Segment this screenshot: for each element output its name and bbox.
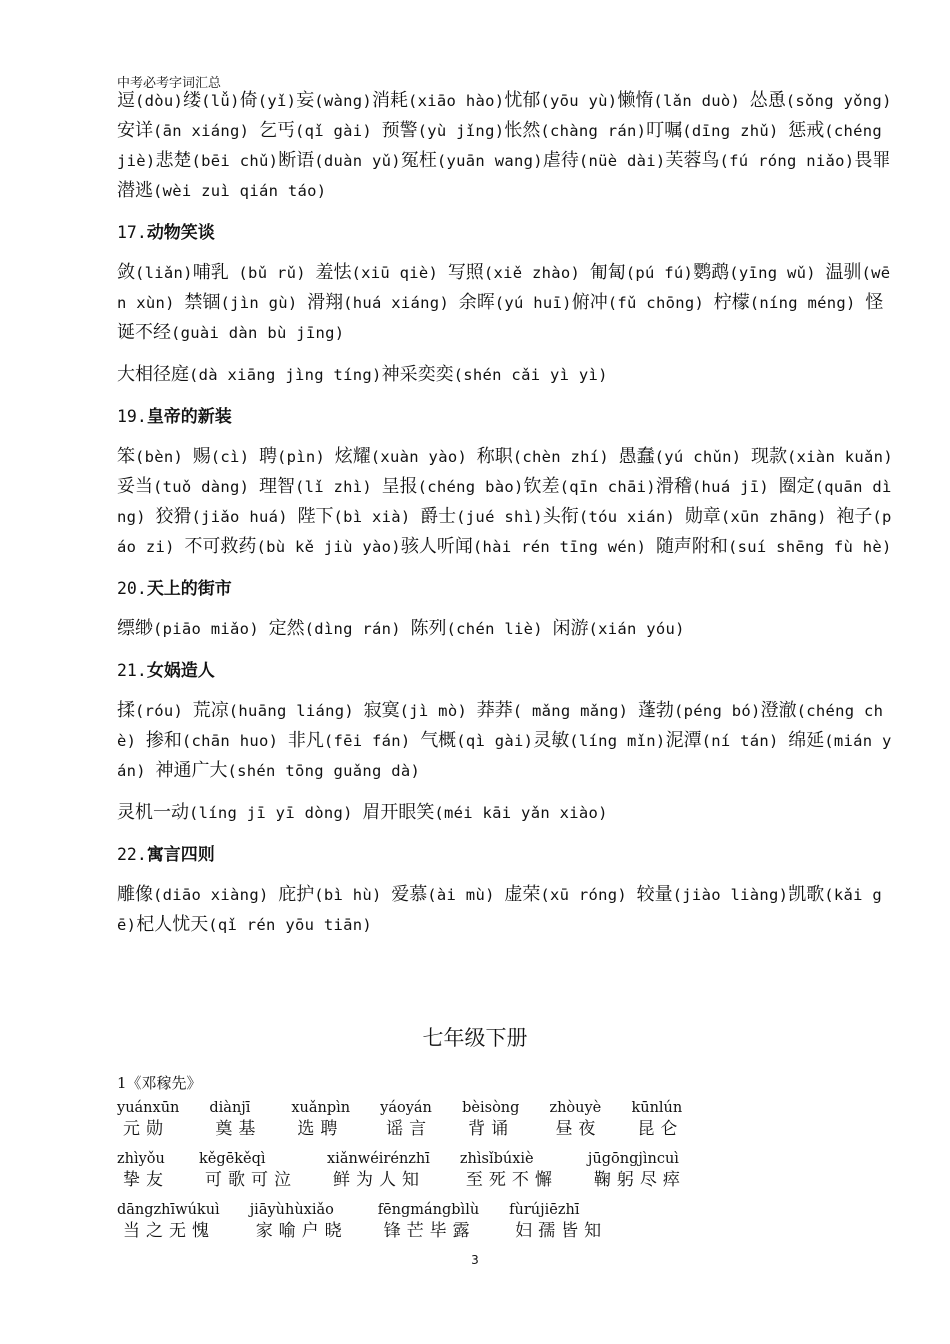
- vocab-pinyin: (qīn chāi): [559, 478, 656, 496]
- lesson-number: 17.: [117, 223, 147, 242]
- vocab-pinyin: (xiāo hào): [408, 92, 505, 110]
- lesson-heading-title: 寓言四则: [146, 845, 215, 865]
- grid-hanzi: 元勋: [123, 1119, 169, 1139]
- vocab-pinyin: (xūn zhāng): [720, 508, 837, 526]
- vocab-word: 鹦鹉: [693, 262, 730, 283]
- vocab-word: 余晖: [458, 292, 495, 313]
- grid-hanzi: 选聘: [297, 1119, 344, 1139]
- grid-pinyin: zhìsǐbúxiè: [459, 1151, 534, 1167]
- grid-pinyin: yáoyán: [380, 1100, 432, 1116]
- grid-hanzi: 当之无愧: [123, 1221, 215, 1241]
- vocab-word: 缥缈: [117, 618, 153, 639]
- vocab-pinyin: (yú huī): [494, 294, 572, 312]
- grid-pinyin: xiǎnwéirénzhī: [327, 1151, 430, 1167]
- vocab-word: 非凡: [287, 730, 324, 751]
- grid-cell: [250, 1200, 348, 1242]
- grid-cell: [380, 1098, 432, 1140]
- grid-cell: [549, 1098, 601, 1140]
- vocab-word: 随声附和: [655, 536, 728, 557]
- vocab-word: 闲游: [552, 618, 589, 639]
- vocab-word: 爵士: [420, 506, 457, 527]
- vocab-pinyin: (chān huo): [181, 732, 288, 750]
- vocabulary-content: [117, 86, 897, 940]
- vocab-word: 眉开眼笑: [362, 802, 435, 823]
- vocab-word: 炫耀: [334, 446, 371, 467]
- vocab-pinyin: (guài dàn bù jīng): [171, 324, 345, 342]
- vocab-word: 凯歌: [788, 884, 825, 905]
- vocab-word: 忧郁: [504, 90, 541, 111]
- vocab-word: 倚: [239, 90, 258, 111]
- grid-row: [117, 1098, 716, 1140]
- vocab-pinyin: (chéng jiè): [117, 122, 883, 170]
- grid-hanzi: 鲜为人知: [333, 1170, 425, 1190]
- vocab-word: 怪诞不经: [117, 292, 884, 343]
- vocab-word: 灵机一动: [117, 802, 189, 823]
- vocab-pinyin: (jiǎo huá): [191, 508, 298, 526]
- vocab-pinyin: (bèn): [135, 448, 193, 466]
- grid-cell: [117, 1149, 169, 1191]
- vocab-word: 蓬勃: [637, 700, 674, 721]
- vocab-pinyin: (nüè dài): [578, 152, 666, 170]
- vocab-pinyin: (huāng liáng): [228, 702, 364, 720]
- vocab-word: 神采奕奕: [381, 364, 454, 385]
- grid-hanzi: 挚友: [123, 1170, 169, 1190]
- vocab-word: 理智: [258, 476, 295, 497]
- vocab-word: 敛: [117, 262, 135, 283]
- vocab-word: 悲楚: [155, 150, 192, 171]
- vocab-word: 妄: [296, 90, 315, 111]
- vocab-word: 羞怯: [315, 262, 352, 283]
- vocab-paragraph: [117, 360, 897, 390]
- vocab-word: 愚蠢: [618, 446, 655, 467]
- vocab-word: 揉: [117, 700, 135, 721]
- vocab-pinyin: (yù jǐng): [417, 122, 505, 140]
- vocab-pinyin: (yōu yù): [540, 92, 618, 110]
- vocab-word: 灵敏: [533, 730, 570, 751]
- vocab-pinyin: (chén liè): [446, 620, 553, 638]
- vocab-pinyin: (kǎi gē): [117, 886, 883, 934]
- vocab-pinyin: (xū róng): [540, 886, 637, 904]
- vocab-pinyin: (fú róng niǎo): [719, 152, 855, 170]
- vocab-pinyin: (chéng bào): [417, 478, 524, 496]
- vocab-pinyin: (lǚ): [201, 92, 240, 110]
- vocab-word: 头衔: [542, 506, 579, 527]
- vocab-pinyin: (qì gài): [456, 732, 534, 750]
- grid-pinyin: dāngzhīwúkuì: [117, 1202, 220, 1218]
- vocab-word: 乞丐: [258, 120, 295, 141]
- grid-cell: [378, 1200, 479, 1242]
- vocab-pinyin: (ài mù): [427, 886, 505, 904]
- vocab-pinyin: (bēi chǔ): [191, 152, 279, 170]
- vocab-pinyin: (xiě zhào): [483, 264, 590, 282]
- vocab-word: 雕像: [117, 884, 153, 905]
- vocab-paragraph: [117, 86, 897, 206]
- vocab-word: 写照: [447, 262, 484, 283]
- vocab-pinyin: (líng jī yī dòng): [189, 804, 363, 822]
- vocab-word: 狡猾: [155, 506, 192, 527]
- grid-hanzi: 昆仑: [637, 1119, 684, 1139]
- grid-pinyin: jiāyùhùxiǎo: [249, 1202, 334, 1218]
- vocab-pinyin: (sǒng yǒng): [785, 92, 892, 110]
- grid-pinyin: xuǎnpìn: [291, 1100, 351, 1116]
- vocab-pinyin: (chàng rán): [540, 122, 647, 140]
- vocab-pinyin: (wèi zuì qián táo): [153, 182, 327, 200]
- vocab-word: 惩戒: [788, 120, 825, 141]
- vocab-word: 庇护: [278, 884, 315, 905]
- vocab-word: 袍子: [836, 506, 873, 527]
- lesson-heading-title: 天上的街市: [146, 579, 232, 599]
- vocab-pinyin: (xiū qiè): [351, 264, 448, 282]
- vocab-pinyin: (dà xiāng jìng tíng): [189, 366, 382, 384]
- vocab-pinyin: (páo zi): [117, 508, 892, 556]
- grid-pinyin: fùrújiēzhī: [509, 1202, 580, 1218]
- vocab-pinyin: (lǐ zhì): [294, 478, 382, 496]
- vocab-word: 逗: [117, 90, 135, 111]
- grid-hanzi: 至死不懈: [465, 1170, 558, 1190]
- vocab-pinyin: (yú chǔn): [654, 448, 751, 466]
- vocab-word: 滑翔: [307, 292, 344, 313]
- lesson-number: 22.: [117, 845, 147, 864]
- vocab-paragraph: [117, 442, 897, 562]
- vocab-paragraph: [117, 258, 897, 348]
- vocab-paragraph: [117, 798, 897, 828]
- vocab-pinyin: (chèn zhí): [512, 448, 619, 466]
- lesson-heading: [117, 402, 897, 432]
- vocab-pinyin: (lǎn duò): [653, 92, 750, 110]
- vocab-pinyin: (quān dìng): [117, 478, 892, 526]
- vocab-paragraph: [117, 696, 897, 786]
- vocab-pinyin: (jìn gù): [220, 294, 308, 312]
- lesson-title: 1《邓稼先》: [117, 1074, 202, 1092]
- vocab-word: 懒惰: [617, 90, 654, 111]
- vocab-word: 莽莽: [476, 700, 513, 721]
- grid-pinyin: zhìyǒu: [117, 1151, 165, 1167]
- vocab-word: 笨: [117, 446, 135, 467]
- vocab-word: 陛下: [297, 506, 334, 527]
- vocab-pinyin: (xuàn yào): [370, 448, 477, 466]
- grid-cell: [209, 1098, 261, 1140]
- vocab-pinyin: (pú fú): [625, 264, 694, 282]
- grid-cell: [327, 1149, 430, 1191]
- vocab-paragraph: [117, 880, 897, 940]
- vocab-pinyin: (huá jī): [691, 478, 779, 496]
- vocab-pinyin: (yuān wang): [436, 152, 543, 170]
- vocab-word: 荒凉: [192, 700, 229, 721]
- grid-cell: [291, 1098, 350, 1140]
- vocab-word: 不可救药: [184, 536, 257, 557]
- lesson-heading: [117, 840, 897, 870]
- vocab-pinyin: (ní tán): [701, 732, 789, 750]
- vocab-word: 怅然: [504, 120, 541, 141]
- vocab-pinyin: (yǐ): [257, 92, 297, 110]
- vocab-word: 聘: [258, 446, 277, 467]
- lesson-heading: [117, 574, 897, 604]
- lesson-heading-title: 皇帝的新装: [146, 407, 232, 427]
- grid-cell: [199, 1149, 297, 1191]
- grid-pinyin: diànjī: [209, 1100, 251, 1116]
- vocab-pinyin: (ān xiáng): [153, 122, 259, 140]
- vocab-word: 叮嘱: [646, 120, 683, 141]
- page-header: 中考必考字词汇总: [117, 76, 222, 91]
- vocab-word: 断语: [278, 150, 315, 171]
- vocab-word: 掺和: [145, 730, 182, 751]
- lesson-number: 20.: [117, 579, 147, 598]
- vocab-pinyin: (hài rén tīng wén): [472, 538, 656, 556]
- vocab-pinyin: (jì mò): [399, 702, 477, 720]
- vocab-pinyin: (róu): [135, 702, 193, 720]
- vocab-word: 勋章: [684, 506, 721, 527]
- vocab-pinyin: (níng méng): [749, 294, 866, 312]
- vocab-pinyin: (huá xiáng): [343, 294, 459, 312]
- vocab-pinyin: (bì hù): [314, 886, 392, 904]
- vocab-pinyin: (fǔ chōng): [607, 294, 714, 312]
- vocab-word: 杞人忧天: [136, 914, 209, 935]
- grid-cell: [588, 1149, 686, 1191]
- vocab-word: 禁锢: [184, 292, 221, 313]
- grid-hanzi: 昼夜: [555, 1119, 602, 1139]
- vocab-pinyin: (xiàn kuǎn): [787, 448, 893, 466]
- vocab-word: 钦差: [523, 476, 560, 497]
- vocab-word: 预警: [381, 120, 418, 141]
- vocab-pinyin: (mián yán): [117, 732, 892, 780]
- vocab-pinyin: (shén cǎi yì yì): [453, 366, 608, 384]
- vocab-word: 匍匐: [589, 262, 626, 283]
- vocab-pinyin: (bù kě jiù yào): [256, 538, 401, 556]
- vocab-pinyin: (pìn): [276, 448, 335, 466]
- lesson-heading-title: 女娲造人: [146, 661, 215, 681]
- vocab-word: 芙蓉鸟: [665, 150, 720, 171]
- vocab-paragraph: [117, 614, 897, 644]
- grid-pinyin: yuánxūn: [117, 1100, 180, 1116]
- grid-hanzi: 可歌可泣: [205, 1170, 297, 1190]
- vocab-pinyin: (chéng chè): [117, 702, 884, 750]
- grid-pinyin: kūnlún: [631, 1100, 683, 1116]
- vocab-word: 定然: [268, 618, 305, 639]
- grid-cell: [117, 1200, 220, 1242]
- lesson-heading: [117, 656, 897, 686]
- grid-pinyin: jūgōngjìncuì: [587, 1151, 679, 1167]
- vocab-pinyin: (líng mǐn): [569, 732, 666, 750]
- vocab-word: 大相径庭: [117, 364, 189, 385]
- lesson-number: 19.: [117, 407, 147, 426]
- vocab-word: 称职: [476, 446, 513, 467]
- grid-cell: [631, 1098, 683, 1140]
- vocab-word: 畏罪潜逃: [117, 150, 891, 201]
- grid-pinyin: kěgēkěqì: [199, 1151, 266, 1167]
- vocab-pinyin: (duàn yǔ): [314, 152, 401, 170]
- vocab-pinyin: (xián yóu): [588, 620, 685, 638]
- vocab-word: 俯冲: [571, 292, 608, 313]
- vocab-word: 虐待: [542, 150, 579, 171]
- vocab-word: 虚荣: [504, 884, 541, 905]
- vocab-word: 较量: [636, 884, 673, 905]
- vocab-word: 圈定: [778, 476, 815, 497]
- grid-cell: [462, 1098, 519, 1140]
- vocab-pinyin: (cì): [210, 448, 259, 466]
- vocab-pinyin: (bǔ rǔ): [228, 264, 316, 282]
- vocab-word: 消耗: [372, 90, 409, 111]
- vocab-pinyin: (bì xià): [333, 508, 421, 526]
- vocab-word: 哺乳: [192, 262, 229, 283]
- vocab-word: 安详: [117, 120, 153, 141]
- vocab-word: 呈报: [381, 476, 418, 497]
- grid-row: [117, 1149, 716, 1191]
- vocab-pinyin: (méi kāi yǎn xiào): [434, 804, 608, 822]
- grid-cell: [460, 1149, 558, 1191]
- vocab-pinyin: (dīng zhǔ): [682, 122, 789, 140]
- vocab-pinyin: (piāo miǎo): [153, 620, 269, 638]
- vocab-word: 绵延: [788, 730, 825, 751]
- vocab-word: 缕: [183, 90, 202, 111]
- vocab-pinyin: (dìng rán): [304, 620, 411, 638]
- vocab-pinyin: ( mǎng mǎng): [512, 702, 638, 720]
- vocab-word: 现款: [751, 446, 787, 467]
- vocab-pinyin: (tuǒ dàng): [153, 478, 259, 496]
- vocab-pinyin: (wēn xùn): [117, 264, 891, 312]
- vocab-pinyin: (qǐ gài): [294, 122, 382, 140]
- vocab-pinyin: (jué shì): [456, 508, 543, 526]
- grid-hanzi: 谣言: [386, 1119, 433, 1139]
- grid-pinyin: bèisòng: [462, 1100, 520, 1116]
- vocab-pinyin: (fēi fán): [323, 732, 421, 750]
- vocab-word: 爱慕: [391, 884, 428, 905]
- grid-hanzi: 奠基: [215, 1119, 262, 1139]
- vocab-word: 神通广大: [155, 760, 228, 781]
- vocab-word: 陈列: [410, 618, 447, 639]
- vocab-word: 寂寞: [363, 700, 400, 721]
- pinyin-grid: [117, 1098, 716, 1251]
- grid-hanzi: 锋芒毕露: [383, 1221, 476, 1241]
- vocab-pinyin: (péng bó): [673, 702, 761, 720]
- vocab-word: 气概: [420, 730, 457, 751]
- vocab-pinyin: (wàng): [314, 92, 373, 110]
- grid-hanzi: 背诵: [468, 1119, 515, 1139]
- vocab-word: 怂恿: [749, 90, 786, 111]
- page-number: 3: [471, 1253, 479, 1267]
- vocab-word: 温驯: [825, 262, 862, 283]
- vocab-word: 赐: [192, 446, 211, 467]
- grid-hanzi: 妇孺皆知: [515, 1221, 608, 1241]
- vocab-pinyin: (qǐ rén yōu tiān): [208, 916, 373, 934]
- vocab-pinyin: (diāo xiàng): [153, 886, 279, 904]
- grid-cell: [509, 1200, 607, 1242]
- grid-row: [117, 1200, 716, 1242]
- grid-cell: [117, 1098, 179, 1140]
- vocab-word: 滑稽: [655, 476, 692, 497]
- lesson-heading-title: 动物笑谈: [146, 223, 215, 243]
- grid-hanzi: 家喻户晓: [255, 1221, 348, 1241]
- vocab-pinyin: (yīng wǔ): [729, 264, 826, 282]
- vocab-pinyin: (shén tōng guǎng dà): [227, 762, 421, 780]
- vocab-pinyin: (suí shēng fù hè): [727, 538, 892, 556]
- vocab-pinyin: (liǎn): [135, 264, 193, 282]
- lesson-heading: [117, 218, 897, 248]
- vocab-word: 柠檬: [713, 292, 750, 313]
- section-title: 七年级下册: [422, 1026, 528, 1050]
- vocab-pinyin: (dòu): [135, 92, 184, 110]
- vocab-word: 骇人听闻: [400, 536, 473, 557]
- grid-hanzi: 鞠躬尽瘁: [593, 1170, 686, 1190]
- lesson-number: 21.: [117, 661, 147, 680]
- vocab-word: 冤枉: [400, 150, 437, 171]
- vocab-pinyin: (jiào liàng): [672, 886, 789, 904]
- vocab-word: 澄澈: [760, 700, 797, 721]
- vocab-word: 泥潭: [665, 730, 702, 751]
- grid-pinyin: zhòuyè: [549, 1100, 602, 1116]
- grid-pinyin: fēngmángbìlù: [377, 1202, 480, 1218]
- vocab-pinyin: (tóu xián): [578, 508, 685, 526]
- vocab-word: 妥当: [117, 476, 153, 497]
